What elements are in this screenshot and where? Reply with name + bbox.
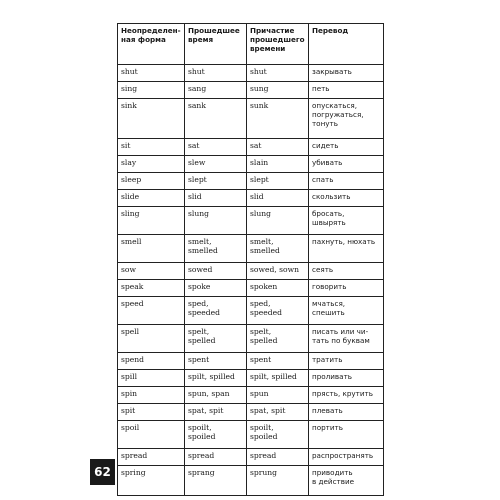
- table-row: [118, 404, 384, 421]
- cell-translation: убивать: [309, 156, 384, 173]
- table-row: [118, 207, 384, 235]
- cell-past-tense: slew: [185, 156, 247, 173]
- cell-past-tense: spelt, spelled: [185, 325, 247, 353]
- table-row: [118, 263, 384, 280]
- cell-past-tense: smelt, smelled: [185, 235, 247, 263]
- cell-translation: пахнуть, нюхать: [309, 235, 384, 263]
- cell-past-participle: spoilt, spoiled: [247, 421, 309, 449]
- cell-past-participle: slain: [247, 156, 309, 173]
- table-row: [118, 65, 384, 82]
- cell-base-form: spoil: [118, 421, 185, 449]
- cell-past-participle: smelt, smelled: [247, 235, 309, 263]
- cell-past-tense: spat, spit: [185, 404, 247, 421]
- table-body: [118, 65, 384, 496]
- cell-base-form: spin: [118, 387, 185, 404]
- table-row: [118, 235, 384, 263]
- cell-base-form: slay: [118, 156, 185, 173]
- cell-past-tense: slung: [185, 207, 247, 235]
- cell-translation: сеять: [309, 263, 384, 280]
- table-row: [118, 190, 384, 207]
- cell-translation: проливать: [309, 370, 384, 387]
- cell-past-tense: sped, speeded: [185, 297, 247, 325]
- cell-past-tense: sang: [185, 82, 247, 99]
- cell-base-form: sow: [118, 263, 185, 280]
- table-row: [118, 449, 384, 466]
- cell-base-form: smell: [118, 235, 185, 263]
- header-past-participle: Причастие прошедшего времени: [247, 24, 309, 65]
- cell-translation: писать или чи- тать по буквам: [309, 325, 384, 353]
- cell-past-participle: sped, speeded: [247, 297, 309, 325]
- cell-base-form: spread: [118, 449, 185, 466]
- cell-past-tense: sat: [185, 139, 247, 156]
- table-row: [118, 280, 384, 297]
- cell-base-form: spring: [118, 466, 185, 496]
- cell-base-form: sit: [118, 139, 185, 156]
- cell-base-form: spell: [118, 325, 185, 353]
- cell-translation: плевать: [309, 404, 384, 421]
- cell-translation: портить: [309, 421, 384, 449]
- cell-past-participle: slept: [247, 173, 309, 190]
- cell-base-form: speak: [118, 280, 185, 297]
- page-number: 62: [90, 459, 115, 485]
- cell-base-form: spit: [118, 404, 185, 421]
- cell-translation: закрывать: [309, 65, 384, 82]
- irregular-verbs-table: [117, 23, 384, 496]
- cell-past-tense: spoilt, spoiled: [185, 421, 247, 449]
- header-translation: Перевод: [309, 24, 384, 65]
- table-row: [118, 370, 384, 387]
- cell-translation: опускаться, погружаться, тонуть: [309, 99, 384, 139]
- cell-past-participle: spat, spit: [247, 404, 309, 421]
- cell-past-tense: sowed: [185, 263, 247, 280]
- cell-past-participle: sunk: [247, 99, 309, 139]
- cell-base-form: spend: [118, 353, 185, 370]
- cell-translation: сидеть: [309, 139, 384, 156]
- cell-past-participle: spun: [247, 387, 309, 404]
- cell-past-tense: sank: [185, 99, 247, 139]
- cell-base-form: speed: [118, 297, 185, 325]
- table-header-row: [118, 24, 384, 65]
- cell-translation: мчаться, спешить: [309, 297, 384, 325]
- cell-past-participle: spilt, spilled: [247, 370, 309, 387]
- cell-past-tense: spent: [185, 353, 247, 370]
- cell-past-participle: spread: [247, 449, 309, 466]
- table-row: [118, 99, 384, 139]
- cell-translation: прясть, крутить: [309, 387, 384, 404]
- cell-base-form: sink: [118, 99, 185, 139]
- cell-translation: приводить в действие: [309, 466, 384, 496]
- cell-translation: тратить: [309, 353, 384, 370]
- cell-past-tense: slept: [185, 173, 247, 190]
- cell-past-tense: slid: [185, 190, 247, 207]
- table-row: [118, 353, 384, 370]
- cell-past-participle: slung: [247, 207, 309, 235]
- cell-past-tense: spoke: [185, 280, 247, 297]
- header-past-tense: Прошедшее время: [185, 24, 247, 65]
- cell-past-tense: spread: [185, 449, 247, 466]
- cell-past-participle: spent: [247, 353, 309, 370]
- cell-translation: петь: [309, 82, 384, 99]
- cell-past-tense: shut: [185, 65, 247, 82]
- table-row: [118, 173, 384, 190]
- cell-translation: спать: [309, 173, 384, 190]
- table-row: [118, 139, 384, 156]
- table-row: [118, 387, 384, 404]
- cell-past-participle: slid: [247, 190, 309, 207]
- cell-translation: скользить: [309, 190, 384, 207]
- cell-past-tense: spun, span: [185, 387, 247, 404]
- cell-base-form: spill: [118, 370, 185, 387]
- cell-translation: говорить: [309, 280, 384, 297]
- table-row: [118, 82, 384, 99]
- cell-past-participle: sowed, sown: [247, 263, 309, 280]
- cell-base-form: sleep: [118, 173, 185, 190]
- cell-past-participle: spelt, spelled: [247, 325, 309, 353]
- cell-past-participle: sat: [247, 139, 309, 156]
- cell-base-form: shut: [118, 65, 185, 82]
- table-row: [118, 325, 384, 353]
- cell-past-tense: spilt, spilled: [185, 370, 247, 387]
- cell-past-participle: spoken: [247, 280, 309, 297]
- table-row: [118, 156, 384, 173]
- table-row: [118, 297, 384, 325]
- cell-past-participle: shut: [247, 65, 309, 82]
- cell-base-form: sing: [118, 82, 185, 99]
- table-row: [118, 421, 384, 449]
- table-row: [118, 466, 384, 496]
- cell-translation: распространять: [309, 449, 384, 466]
- cell-past-participle: sung: [247, 82, 309, 99]
- cell-past-participle: sprung: [247, 466, 309, 496]
- cell-base-form: sling: [118, 207, 185, 235]
- cell-translation: бросать, швырять: [309, 207, 384, 235]
- cell-past-tense: sprang: [185, 466, 247, 496]
- cell-base-form: slide: [118, 190, 185, 207]
- header-base-form: Неопределен- ная форма: [118, 24, 185, 65]
